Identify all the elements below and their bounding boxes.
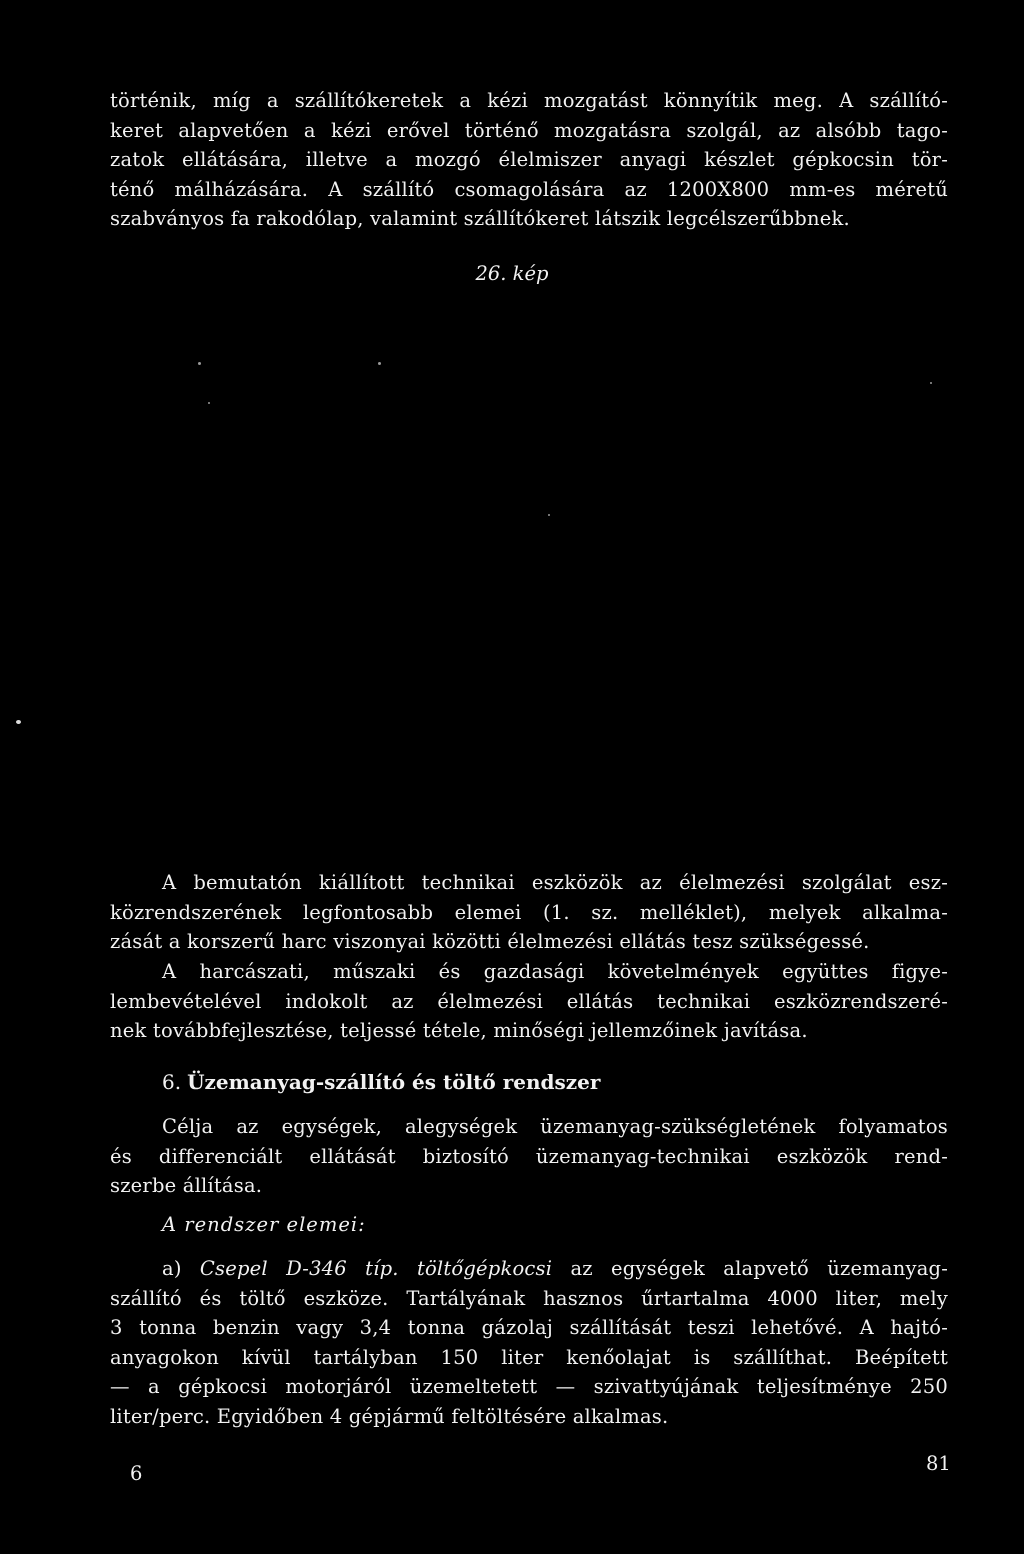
- text-line: közrendszerének legfontosabb elemei (1. sz. melléklet), melyek alkalma-: [110, 900, 948, 924]
- photo-speck: [208, 402, 210, 404]
- item-marker: a): [162, 1257, 182, 1280]
- item-name: Csepel D-346 típ. töltőgépkocsi: [199, 1257, 553, 1280]
- photo-speck: [378, 362, 381, 365]
- text-line: 3 tonna benzin vagy 3,4 tonna gázolaj szállítását teszi lehetővé. A hajtó-: [110, 1316, 948, 1339]
- text-line: zatok ellátására, illetve a mozgó élelmiszer anyagi készlet gépkocsin tör-: [110, 148, 948, 171]
- text-line: anyagokon kívül tartályban 150 liter kenőolajat is szállíthat. Beépített: [110, 1345, 948, 1369]
- figure-photo: [0, 330, 1024, 850]
- text-line: szállító és töltő eszköze. Tartályának hasznos űrtartalma 4000 liter, mely: [110, 1286, 948, 1310]
- text-line: A bemutatón kiállított technikai eszközök az élelmezési szolgálat esz-: [162, 871, 948, 894]
- text-line: történik, míg a szállítókeretek a kézi mozgatást könnyítik meg. A szállító-: [110, 89, 948, 112]
- text-line: — a gépkocsi motorjáról üzemeltetett — szivattyújának teljesítménye 250: [110, 1375, 948, 1398]
- text-line: keret alapvetően a kézi erővel történő mozgatásra szolgál, az alsóbb tago-: [110, 118, 948, 142]
- photo-speck: [198, 362, 201, 365]
- text-line: az egységek alapvető üzemanyag-: [570, 1257, 948, 1280]
- photo-speck: [548, 514, 550, 516]
- text-line: szabványos fa rakodólap, valamint szállítókeret látszik legcélszerűbbnek.: [110, 207, 850, 230]
- text-line: A harcászati, műszaki és gazdasági követelmények együttes figye-: [162, 960, 948, 983]
- text-line: liter/perc. Egyidőben 4 gépjármű feltöltésére alkalmas.: [110, 1404, 669, 1428]
- paragraph-4: [110, 1112, 948, 1201]
- paragraph-2: [110, 868, 948, 957]
- intro-paragraph: [110, 86, 948, 234]
- text-line: ténő málházására. A szállító csomagolására az 1200X800 mm-es méretű: [110, 177, 948, 201]
- signature-mark: 6: [130, 1462, 143, 1485]
- text-line: lembevételével indokolt az élelmezési ellátás technikai eszközrendszeré-: [110, 989, 948, 1013]
- paragraph-3: [110, 957, 948, 1046]
- text-line: zását a korszerű harc viszonyai közötti élelmezési ellátás tesz szükségessé.: [110, 930, 870, 953]
- text-line: Célja az egységek, alegységek üzemanyag-szükségletének folyamatos: [162, 1115, 948, 1138]
- section-title: Üzemanyag-szállító és töltő rendszer: [187, 1070, 601, 1094]
- item-a: [110, 1254, 948, 1431]
- item-a-first-line: [110, 1254, 948, 1284]
- text-line: szerbe állítása.: [110, 1174, 263, 1197]
- section-number: 6.: [162, 1070, 182, 1094]
- text-line: és differenciált ellátását biztosító üzemanyag-technikai eszközök rend-: [110, 1144, 948, 1168]
- photo-speck: [16, 720, 21, 724]
- page-number: 81: [926, 1452, 951, 1475]
- text-line: nek továbbfejlesztése, teljessé tétele, minőségi jellemzőinek javítása.: [110, 1019, 808, 1042]
- section-heading: [162, 1070, 600, 1094]
- figure-caption: 26. kép: [475, 262, 549, 285]
- photo-speck: [930, 382, 932, 384]
- system-elements-subheading: A rendszer elemei:: [162, 1213, 366, 1236]
